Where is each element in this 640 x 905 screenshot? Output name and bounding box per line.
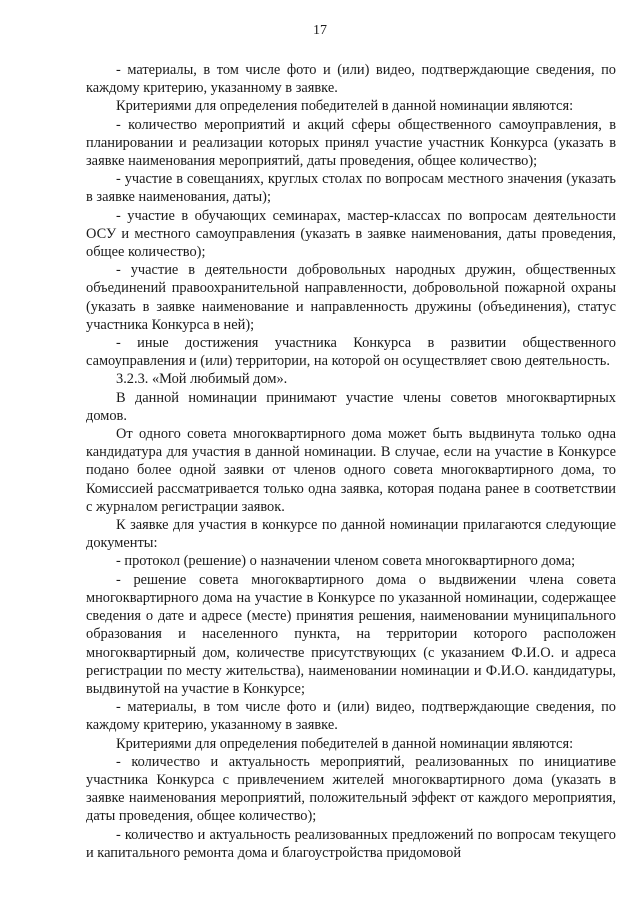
paragraph: - материалы, в том числе фото и (или) видео, подтверждающие сведения, по каждому критерию, указанному в заявке. xyxy=(86,699,616,734)
paragraph: - участие в обучающих семинарах, мастер-классах по вопросам деятельности ОСУ и местного самоуправления (указать в заявке наименования, даты проведения, общее количество); xyxy=(86,207,616,261)
paragraph: В данной номинации принимают участие члены советов многоквартирных домов. xyxy=(86,389,616,424)
paragraph: - материалы, в том числе фото и (или) видео, подтверждающие сведения, по каждому критерию, указанному в заявке. xyxy=(86,62,616,97)
paragraph: - количество и актуальность мероприятий, реализованных по инициативе участника Конкурса с привлечением жителей многоквартирного дома (указать в заявке наименования мероприятий, положительный эффект от каждого мероприятия, даты проведения, общее количество); xyxy=(86,753,616,825)
paragraph: - решение совета многоквартирного дома о выдвижении члена совета многоквартирного дома на участие в Конкурсе по указанной номинации, содержащее сведения о дате и адресе (месте) принятия решения, наименовании муниципального образования и населенного пункта, на территории которого расположен многоквартирный дом, количестве присутствующих (с указанием Ф.И.О. и адреса регистрации по месту жительства), наименовании номинации и Ф.И.О. кандидатуры, выдвинутой на участие в Конкурсе; xyxy=(86,571,616,697)
paragraph: - участие в деятельности добровольных народных дружин, общественных объединений правоохранительной направленности, добровольной пожарной охраны (указать в заявке наименование и направленность дружины (объединения), статус участника Конкурса в ней); xyxy=(86,262,616,333)
document-body xyxy=(86,61,616,862)
paragraph: Критериями для определения победителей в данной номинации являются: xyxy=(116,735,574,752)
paragraph: - иные достижения участника Конкурса в развитии общественного самоуправления и (или) территории, на которой он осуществляет свою деятельность. xyxy=(86,335,616,370)
paragraph: От одного совета многоквартирного дома может быть выдвинута только одна кандидатура для участия в данной номинации. В случае, если на участие в Конкурсе подано более одной заявки от членов одного совета многоквартирного дома, то Комиссией рассматривается только одна заявка, которая подана ранее в соответствии с журналом регистрации заявок. xyxy=(86,426,616,515)
paragraph: Критериями для определения победителей в данной номинации являются: xyxy=(116,98,574,115)
paragraph: - протокол (решение) о назначении членом совета многоквартирного дома; xyxy=(116,553,576,570)
paragraph: К заявке для участия в конкурсе по данной номинации прилагаются следующие документы: xyxy=(86,517,616,552)
section-heading: 3.2.3. «Мой любимый дом». xyxy=(116,371,288,388)
paragraph: - количество мероприятий и акций сферы общественного самоуправления, в планировании и реализации которых принял участие участник Конкурса (указать в заявке наименования мероприятий, даты проведения, общее количество); xyxy=(86,116,616,170)
page-number: 17 xyxy=(313,23,327,38)
paragraph: - количество и актуальность реализованных предложений по вопросам текущего и капитального ремонта дома и благоустройства придомовой xyxy=(86,826,616,861)
paragraph: - участие в совещаниях, круглых столах по вопросам местного значения (указать в заявке наименования, даты); xyxy=(86,171,616,206)
